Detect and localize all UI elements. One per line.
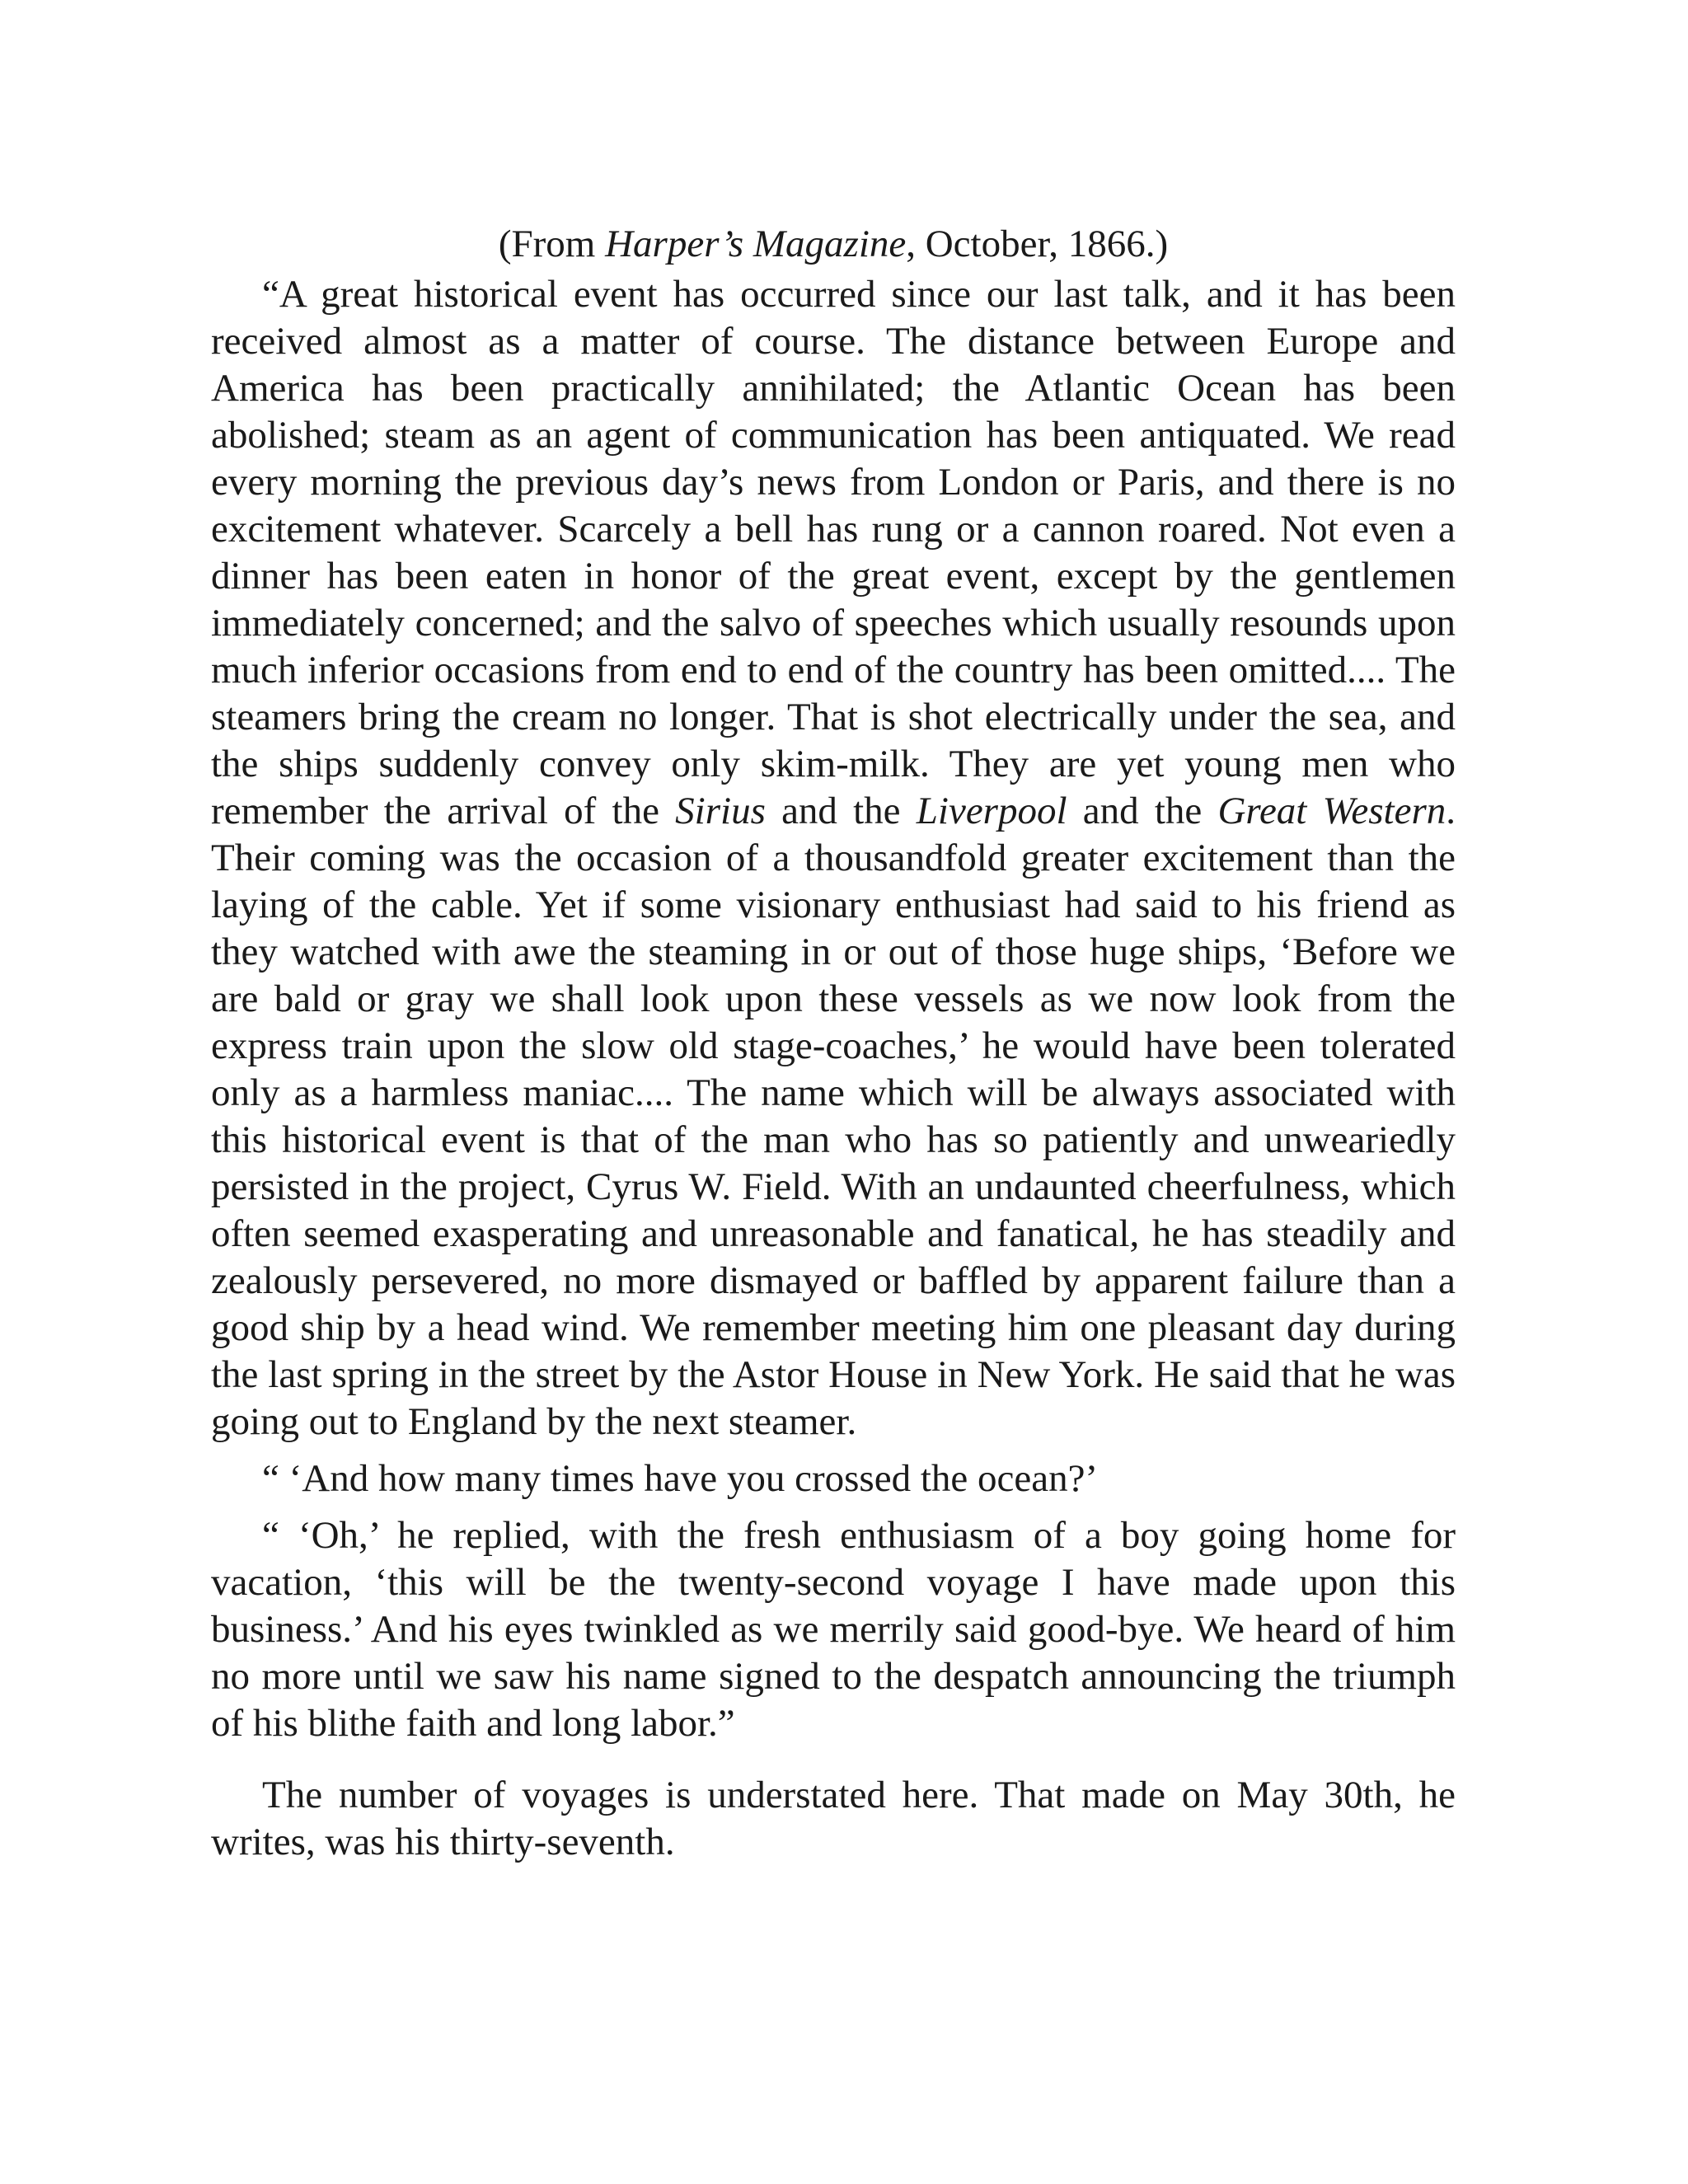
- source-heading: [211, 221, 1456, 268]
- ship-name-great-western: Great Western: [1217, 790, 1447, 832]
- quote-text-b: and the: [765, 790, 917, 832]
- quote-text-c: and the: [1067, 790, 1218, 832]
- ship-name-sirius: Sirius: [675, 790, 766, 832]
- quote-text-a: “A great historical event has occurred since our last talk, and it has been received almost as a matter of course. The distance between Europe and America has been practically annihilated; the Atlantic Ocean has been abolished; steam as an agent of communication has been antiquated. We read every morning the previous day’s news from London or Paris, and there is no excitement whatever. Scarcely a bell has rung or a cannon roared. Not even a dinner has been eaten in honor of the great event, except by the gentlemen immediately concerned; and the salvo of speeches which usually resounds upon much inferior occasions from end to end of the country has been omitted.... The steamers bring the cream no longer. That is shot electrically under the sea, and the ships suddenly convey only skim-milk. They are yet young men who remember the arrival of the: [211, 273, 1456, 832]
- document-page: [211, 221, 1456, 1876]
- quote-text-d: . Their coming was the occasion of a thousandfold greater excitement than the laying of the cable. Yet if some visionary enthusiast had said to his friend as they watched with awe the steaming in or out of those huge ships, ‘Before we are bald or gray we shall look upon these vessels as we now look from the express train upon the slow old stage-coaches,’ he would have been tolerated only as a harmless maniac.... The name which will be always associated with this historical event is that of the man who has so patiently and unweariedly persisted in the project, Cyrus W. Field. With an undaunted cheerfulness, which often seemed exasperating and unreasonable and fanatical, he has steadily and zealously persevered, no more dismayed or baffled by apparent failure than a good ship by a head wind. We remember meeting him one pleasant day during the last spring in the street by the Astor House in New York. He said that he was going out to England by the next steamer.: [211, 790, 1456, 1443]
- quote-paragraph-2: “ ‘And how many times have you crossed the ocean?’: [262, 1457, 1099, 1500]
- ship-name-liverpool: Liverpool: [916, 790, 1067, 832]
- quote-paragraph-1: [211, 271, 1456, 1446]
- heading-suffix: , October, 1866.): [906, 223, 1169, 265]
- heading-prefix: (From: [498, 223, 606, 265]
- closing-note: The number of voyages is understated here. That made on May 30th, he writes, was his thirty-seventh.: [211, 1774, 1456, 1863]
- quote-paragraph-3: “ ‘Oh,’ he replied, with the fresh enthusiasm of a boy going home for vacation, ‘this will be the twenty-second voyage I have made upon this business.’ And his eyes twinkled as we merrily said good-bye. We heard of him no more until we saw his name signed to the despatch announcing the triumph of his blithe faith and long labor.”: [211, 1514, 1456, 1745]
- magazine-title: Harper’s Magazine: [605, 223, 907, 265]
